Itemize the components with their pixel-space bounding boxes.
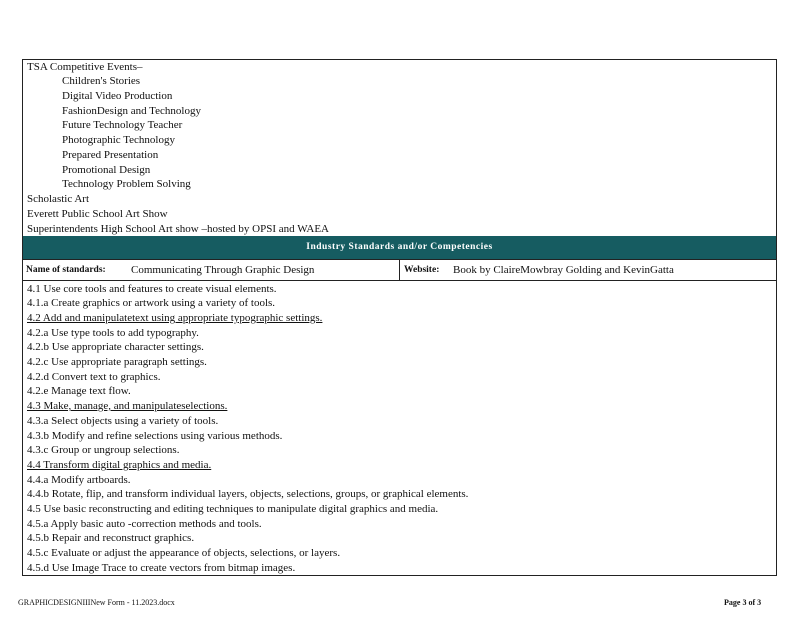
competitive-events-section bbox=[22, 59, 777, 236]
footer-document-name: GRAPHICDESIGNIIINew Form - 11.2023.docx bbox=[18, 598, 175, 607]
standards-banner bbox=[22, 236, 777, 259]
website-value: Book by ClaireMowbray Golding and KevinGatta bbox=[453, 264, 674, 276]
standard-item: 4.2.c Use appropriate paragraph settings. bbox=[27, 356, 207, 368]
event-item: Promotional Design bbox=[62, 164, 151, 176]
event-item: Future Technology Teacher bbox=[62, 119, 183, 131]
standard-item: 4.3.c Group or ungroup selections. bbox=[27, 444, 180, 456]
name-of-standards-label: Name of standards: bbox=[26, 265, 106, 275]
standard-heading: 4.3 Make, manage, and manipulateselections. bbox=[27, 400, 228, 412]
event-item: Digital Video Production bbox=[62, 90, 173, 102]
scholastic-art-line: Scholastic Art bbox=[27, 193, 90, 205]
event-item: Prepared Presentation bbox=[62, 149, 159, 161]
events-heading: TSA Competitive Events– bbox=[27, 61, 143, 73]
standard-item: 4.4.b Rotate, flip, and transform individual layers, objects, selections, groups, or graphical elements. bbox=[27, 488, 469, 500]
page-of: of bbox=[748, 598, 756, 607]
standard-item: 4.4.a Modify artboards. bbox=[27, 474, 131, 486]
event-item: Photographic Technology bbox=[62, 134, 175, 146]
standard-item: 4.5.a Apply basic auto -correction methods and tools. bbox=[27, 518, 262, 530]
banner-title: Industry Standards and/or Competencies bbox=[306, 242, 493, 252]
page-current: 3 bbox=[742, 598, 747, 607]
standard-heading: 4.2 Add and manipulatetext using appropriate typographic settings. bbox=[27, 312, 323, 324]
standard-item: 4.5.b Repair and reconstruct graphics. bbox=[27, 532, 195, 544]
superintendents-show-line: Superintendents High School Art show –hosted by OPSI and WAEA bbox=[27, 223, 329, 235]
event-item: FashionDesign and Technology bbox=[62, 105, 201, 117]
event-item: Technology Problem Solving bbox=[62, 178, 191, 190]
standard-item: 4.1.a Create graphics or artwork using a variety of tools. bbox=[27, 297, 276, 309]
standard-item: 4.3.a Select objects using a variety of tools. bbox=[27, 415, 219, 427]
standard-item: 4.2.d Convert text to graphics. bbox=[27, 371, 161, 383]
website-label: Website: bbox=[404, 265, 440, 275]
standard-item: 4.2.b Use appropriate character settings. bbox=[27, 341, 204, 353]
standard-item: 4.1 Use core tools and features to create visual elements. bbox=[27, 283, 277, 295]
standards-list bbox=[22, 281, 777, 576]
standard-item: 4.5.d Use Image Trace to create vectors from bitmap images. bbox=[27, 562, 296, 574]
standard-item: 4.2.a Use type tools to add typography. bbox=[27, 327, 199, 339]
page-total: 3 bbox=[757, 598, 762, 607]
standards-meta-row bbox=[22, 259, 777, 281]
standard-item: 4.5.c Evaluate or adjust the appearance of objects, selections, or layers. bbox=[27, 547, 341, 559]
page-label: Page bbox=[724, 598, 741, 607]
standard-item: 4.5 Use basic reconstructing and editing techniques to manipulate digital graphics and media. bbox=[27, 503, 439, 515]
meta-divider bbox=[399, 260, 400, 280]
standard-item: 4.3.b Modify and refine selections using various methods. bbox=[27, 430, 283, 442]
event-item: Children's Stories bbox=[62, 75, 141, 87]
footer-page-number bbox=[724, 598, 761, 607]
everett-art-show-line: Everett Public School Art Show bbox=[27, 208, 168, 220]
name-of-standards-value: Communicating Through Graphic Design bbox=[131, 264, 315, 276]
standard-heading: 4.4 Transform digital graphics and media. bbox=[27, 459, 212, 471]
standard-item: 4.2.e Manage text flow. bbox=[27, 385, 131, 397]
